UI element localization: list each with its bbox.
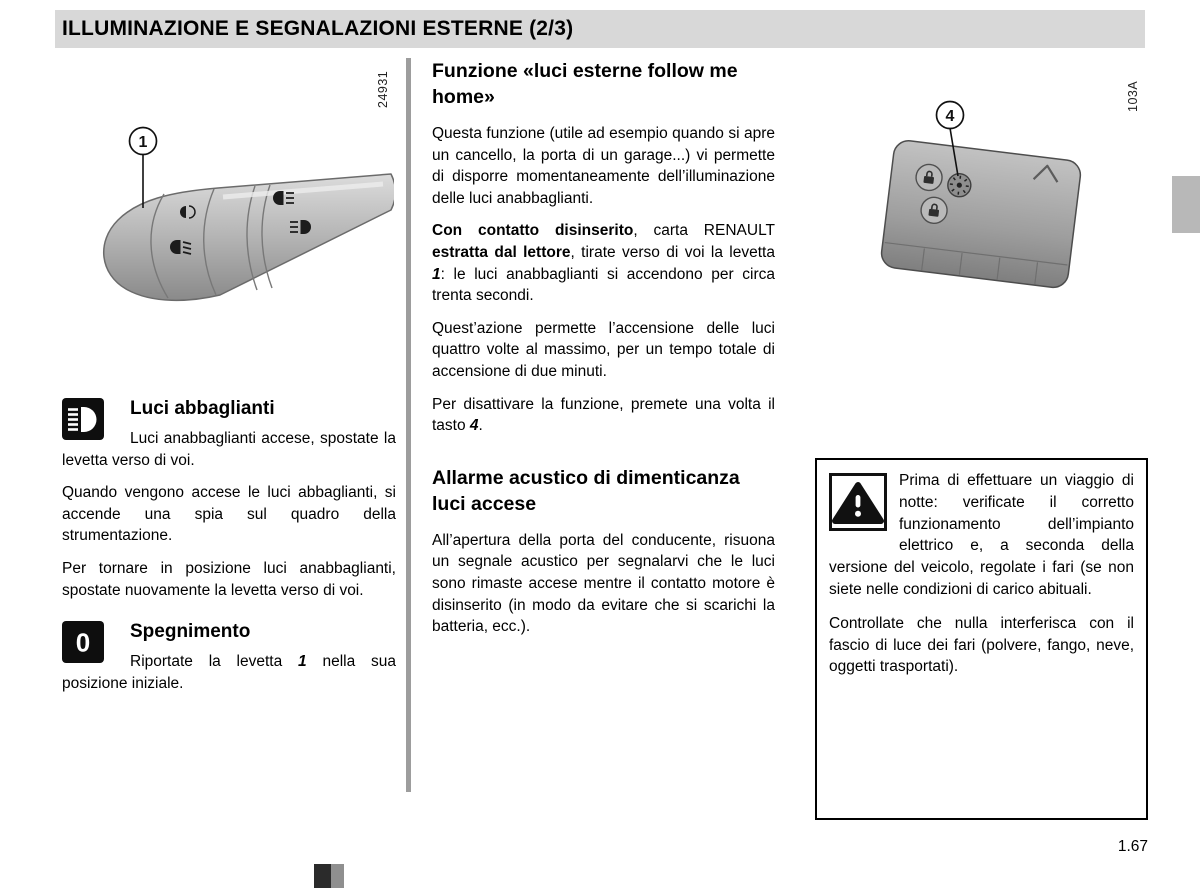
- paragraph: Questa funzione (utile ad esempio quando si apre un cancello, la porta di un garage...) vi permette di disporre momentaneamente dell’illuminazione delle luci anabbaglianti.: [432, 125, 775, 207]
- off-glyph: 0: [75, 627, 91, 658]
- warning-paragraph: Prima di effettuare un viaggio di notte: verificate il corretto funzionamento dell’impianto elettrico e, a seconda della versione del veicolo, regolate i fari (se non siete nelle condizioni di carico abituali.: [829, 472, 1134, 598]
- warning-triangle-icon: [829, 473, 887, 531]
- paragraph: Per tornare in posizione luci anabbaglianti, spostate nuovamente la levetta verso di voi.: [62, 559, 396, 599]
- text-run: , tirate verso di voi la levetta: [570, 243, 775, 261]
- text-run: Con contatto disinserito: [432, 222, 634, 240]
- figure-renault-card: [858, 92, 1108, 332]
- text-run: Per disattivare la funzione, premete una volta il tasto: [432, 395, 775, 435]
- paragraph: [62, 651, 396, 694]
- paragraph: Quest’azione permette l’accensione delle luci quattro volte al massimo, per un tempo totale di accensione di due minuti.: [432, 319, 775, 380]
- title-bar: [55, 10, 1145, 48]
- callout-number: 4: [945, 108, 955, 125]
- text-run: Riportate la levetta: [130, 653, 299, 671]
- figure-lighting-stalk: [58, 62, 394, 339]
- high-beam-icon: [62, 398, 104, 440]
- card-body: [880, 139, 1082, 289]
- chapter-tab-marker: [1172, 176, 1200, 233]
- section-heading: Spegnimento: [130, 621, 251, 643]
- paragraph: Luci anabbaglianti accese, spostate la levetta verso di voi.: [62, 430, 396, 469]
- button-ref: 4: [469, 417, 479, 435]
- print-registration-mark: [314, 864, 331, 888]
- rear-fog-icon: [290, 220, 311, 234]
- page-title: ILLUMINAZIONE E SEGNALAZIONI ESTERNE (2/3): [62, 17, 574, 40]
- text-run: .: [478, 417, 483, 435]
- left-column: [62, 396, 396, 705]
- keycard-illustration: [858, 92, 1108, 327]
- page-number: 1.67: [1117, 838, 1148, 855]
- text-run: , carta RENAULT: [633, 222, 776, 240]
- stalk-illustration: [58, 62, 394, 334]
- lever-ref: 1: [432, 265, 441, 283]
- figure-ref-code: 103A: [1126, 80, 1140, 112]
- heading-follow-me-home: Funzione «luci esterne follow me home»: [432, 60, 738, 108]
- text-run: estratta dal lettore: [432, 243, 571, 261]
- column-divider: [406, 58, 411, 792]
- paragraph: All’apertura della porta del conducente, risuona un segnale acustico per segnalarvi che le luci sono rimaste accese mentre il contatto motore è disinserito (in modo da evitare che si scarichi la batteria, ecc.).: [432, 531, 775, 636]
- print-registration-mark: [331, 864, 344, 888]
- figure-ref-code: 24931: [376, 70, 390, 108]
- paragraph: [432, 220, 775, 306]
- warning-paragraph: Controllate che nulla interferisca con il fascio di luce dei fari (polvere, fango, neve, oggetti trasportati).: [829, 614, 1134, 676]
- paragraph: [432, 394, 775, 437]
- text-run: nella sua posizione iniziale.: [62, 653, 396, 692]
- section-high-beam: [62, 396, 396, 601]
- warning-box: [815, 458, 1148, 820]
- callout-number: 1: [138, 134, 148, 151]
- text-run: : le luci anabbaglianti si accendono per circa trenta secondi.: [432, 265, 775, 305]
- off-position-icon: [62, 621, 104, 663]
- front-fog-icon: [273, 191, 294, 205]
- heading-lights-on-buzzer: Allarme acustico di dimenticanza luci accese: [432, 466, 740, 515]
- lever-ref: 1: [298, 653, 307, 671]
- section-heading: Luci abbaglianti: [130, 398, 275, 419]
- paragraph: Quando vengono accese le luci abbaglianti, si accende una spia sul quadro della strumentazione.: [62, 484, 396, 545]
- middle-column: [432, 58, 775, 649]
- section-switch-off: [62, 619, 396, 694]
